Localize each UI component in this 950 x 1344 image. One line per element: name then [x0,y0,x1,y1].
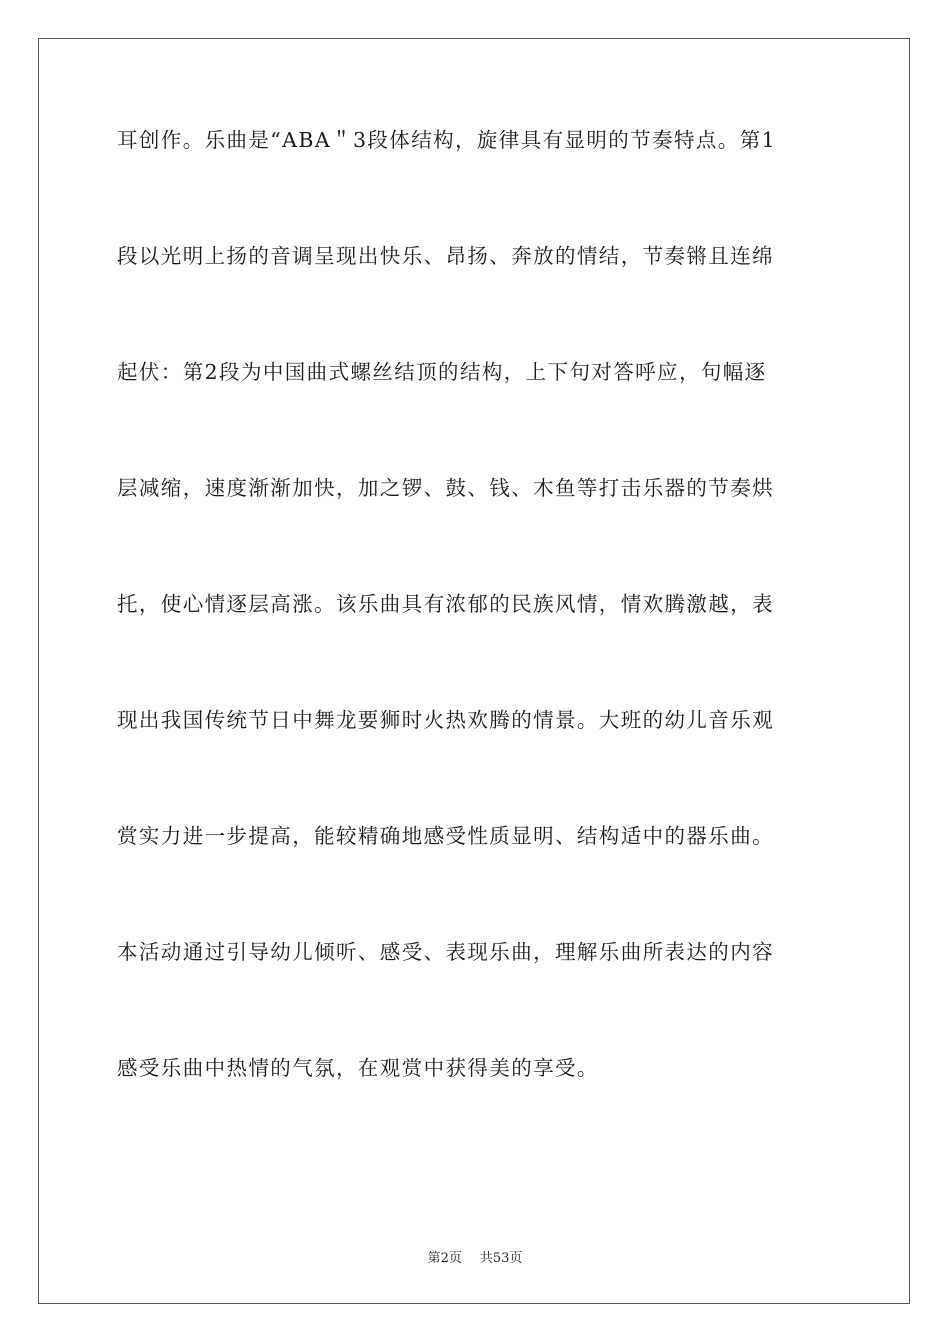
text-line: 段以光明上扬的音调呈现出快乐、昂扬、奔放的情结，节奏锵且连绵 [117,244,774,268]
page-total: 共53页 [479,1251,523,1266]
body-text [117,126,835,1170]
text-line: 感受乐曲中热情的气氛，在观赏中获得美的享受。 [117,1056,599,1080]
text-line: 起伏：第2段为中国曲式螺丝结顶的结构，上下句对答呼应，句幅逐 [117,360,767,384]
text-line: 耳创作。乐曲是“ABA＂3段体结构，旋律具有显明的节奏特点。第1 [117,128,777,152]
page-number: 第2页 [427,1251,462,1266]
text-line: 托，使心情逐层高涨。该乐曲具有浓郁的民族风情，情欢腾激越，表 [117,592,774,616]
page-footer [0,1247,950,1266]
text-line: 层减缩，速度渐渐加快，加之锣、鼓、钱、木鱼等打击乐器的节奏烘 [117,476,774,500]
text-line: 本活动通过引导幼儿倾听、感受、表现乐曲，理解乐曲所表达的内容 [117,940,774,964]
text-line: 现出我国传统节日中舞龙要狮时火热欢腾的情景。大班的幼儿音乐观 [117,708,774,732]
text-line: 赏实力进一步提高，能较精确地感受性质显明、结构适中的器乐曲。 [117,824,774,848]
